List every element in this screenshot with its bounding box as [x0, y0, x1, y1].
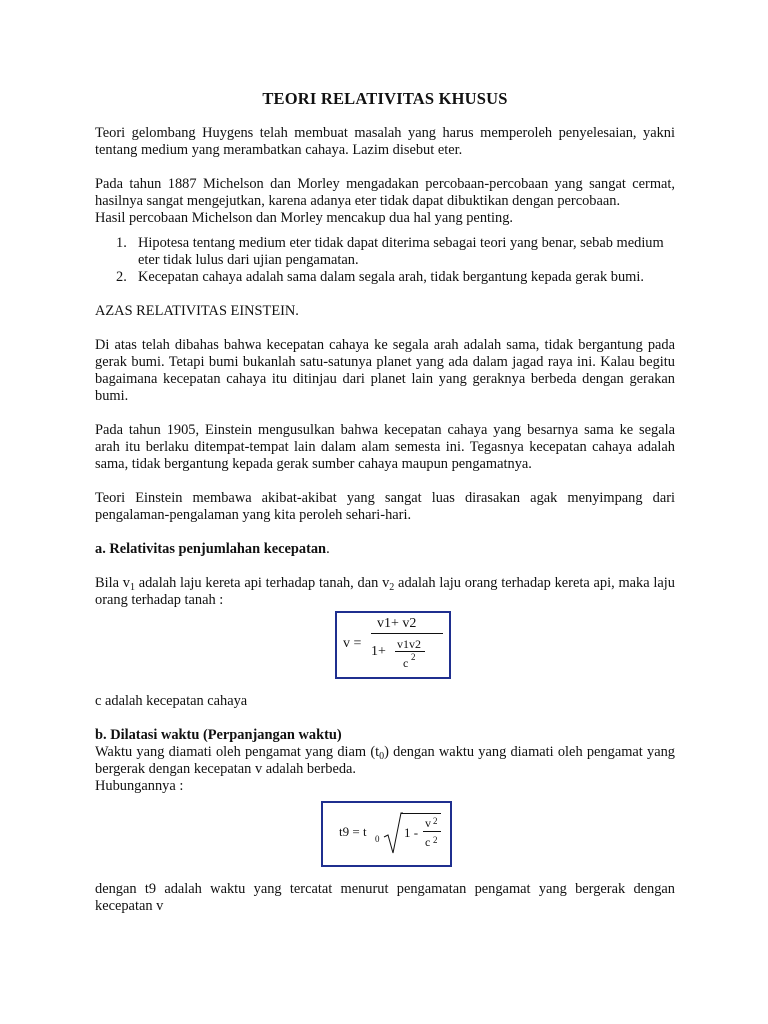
subscript: 0: [379, 751, 385, 762]
formula-time-dilation: [321, 801, 452, 867]
document-title: TEORI RELATIVITAS KHUSUS: [262, 89, 508, 108]
text-run: adalah laju orang terhadap kereta api, maka laju orang terhadap tanah :: [95, 575, 675, 608]
paragraph-einstein-1905: Pada tahun 1905, Einstein mengusulkan bahwa kecepatan cahaya yang besarnya sama ke segala arah itu berlaku ditempat-tempat lain dalam alam semesta ini. Tegasnya kecepatan cahaya adalah sama, tidak bergantung kepada gerak sumber cahaya maupun pengamatnya.: [95, 422, 675, 472]
list-item-text: Kecepatan cahaya adalah sama dalam segala arah, tidak bergantung kepada gerak bumi.: [138, 269, 644, 285]
formula-frac-num-superscript: 2: [433, 816, 438, 826]
formula-root-one: 1 -: [404, 825, 419, 840]
inner-fraction-bar: [395, 651, 425, 652]
subheading-a-dot: .: [326, 541, 330, 557]
paragraph-huygens: Teori gelombang Huygens telah membuat masalah yang harus memperoleh penyelesaian, yakni tentang medium yang merambatkan cahaya. Lazim disebut eter.: [95, 125, 675, 158]
formula-superscript: 2: [411, 652, 416, 662]
paragraph-velocity-def: [95, 575, 675, 609]
fraction-bar: [423, 831, 441, 832]
document-content: [95, 90, 675, 915]
list-item: [95, 269, 675, 286]
subheading-a-text: a. Relativitas penjumlahan kecepatan: [95, 541, 327, 557]
text-run: Waktu yang diamati oleh pengamat yang diam (t: [95, 744, 380, 760]
formula-numerator: v1+ v2: [377, 616, 417, 631]
subscript: 2: [389, 582, 395, 593]
text-run: ) dengan waktu yang diamati oleh pengamat yang bergerak dengan kecepatan v adalah berbeda.: [95, 744, 675, 777]
list-item-number: 1.: [116, 235, 127, 251]
text-run: Bila v: [95, 575, 130, 591]
list-item-text: Hipotesa tentang medium eter tidak dapat diterima sebagai teori yang benar, sebab medium eter tidak lulus dari ujian pengamatan.: [138, 235, 664, 268]
paragraph-relation: Hubungannya :: [95, 778, 184, 794]
paragraph-c-def: c adalah kecepatan cahaya: [95, 693, 248, 709]
paragraph-consequences: Teori Einstein membawa akibat-akibat yang sangat luas dirasakan agak menyimpang dari pengalaman-pengalaman yang kita peroleh sehari-hari.: [95, 490, 675, 523]
fraction-bar: [371, 633, 443, 634]
formula-frac-den-superscript: 2: [433, 835, 438, 845]
formula-lhs: v =: [343, 636, 362, 651]
paragraph-michelson-morley: Pada tahun 1887 Michelson dan Morley mengadakan percobaan-percobaan yang sangat cermat, hasilnya sangat mengejutkan, karena adanya eter tidak dapat dibuktikan dengan percobaan.: [95, 176, 675, 209]
paragraph-t9-def: dengan t9 adalah waktu yang tercatat menurut pengamatan pengamat yang bergerak dengan kecepatan v: [95, 881, 675, 914]
formula-frac-denominator: c: [425, 835, 431, 849]
subheading-a: [95, 541, 675, 558]
formula-inner-numerator: v1v2: [397, 637, 421, 651]
section-heading: AZAS RELATIVITAS EINSTEIN.: [95, 303, 299, 319]
formula-frac-numerator: v: [425, 816, 431, 830]
square-root-icon: [383, 811, 403, 855]
formula-denominator-one: 1+: [371, 644, 386, 659]
formula-inner-denominator: c: [403, 656, 409, 670]
subscript: 1: [129, 582, 135, 593]
formula-lhs: t9 = t: [339, 824, 367, 839]
formula-velocity-addition: [335, 611, 451, 679]
paragraph-light-speed: Di atas telah dibahas bahwa kecepatan cahaya ke segala arah adalah sama, tidak bergantung pada gerak bumi. Tetapi bumi bukanlah satu-satunya planet yang ada dalam jagad raya ini. Kalau begitu bagaimana kecepatan cahaya itu ditinjau dari planet lain yang geraknya berbeda dengan gerakan bumi.: [95, 337, 675, 404]
paragraph-results-intro: Hasil percobaan Michelson dan Morley mencakup dua hal yang penting.: [95, 210, 514, 226]
formula-subscript: 0: [375, 834, 380, 844]
paragraph-time-dilation: [95, 744, 675, 778]
list-item: [95, 235, 675, 269]
list-item-number: 2.: [116, 269, 127, 285]
text-run: adalah laju kereta api terhadap tanah, dan v: [134, 575, 390, 591]
subheading-b: b. Dilatasi waktu (Perpanjangan waktu): [95, 727, 342, 743]
results-list: [95, 235, 675, 286]
